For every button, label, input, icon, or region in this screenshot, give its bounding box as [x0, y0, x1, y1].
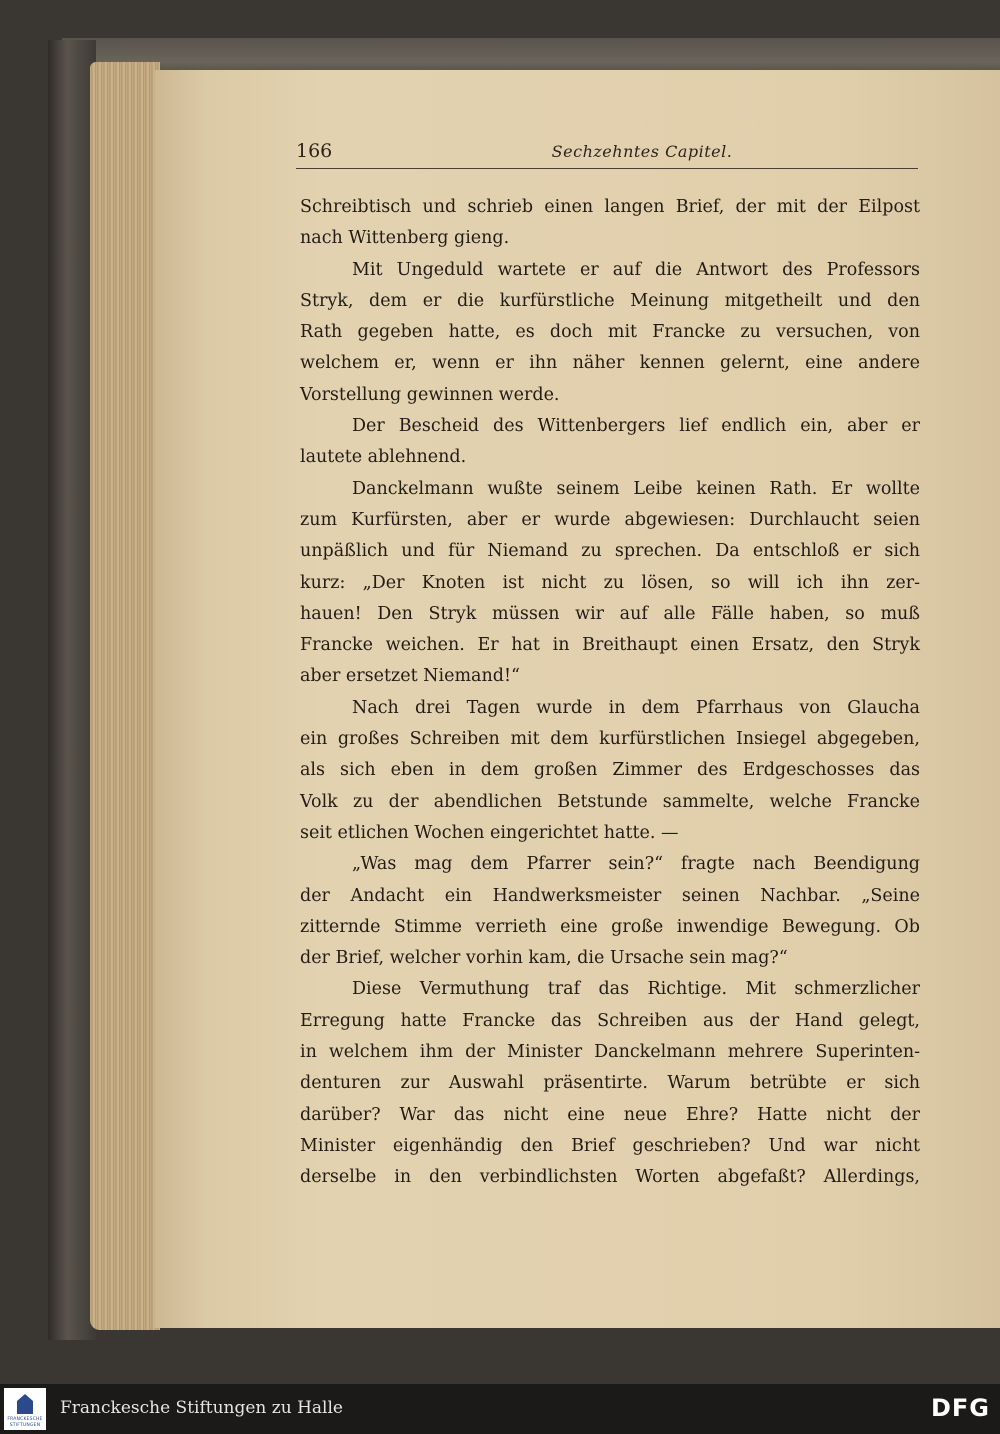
text-line: Der Bescheid des Wittenbergers lief endlich ein, aber er: [352, 416, 920, 437]
text-line: zitternde Stimme verrieth eine große inwendige Bewegung. Ob: [300, 916, 920, 937]
text-line: der Andacht ein Handwerksmeister seinen Nachbar. „Seine: [300, 885, 920, 906]
logo-text-line2: STIFTUNGEN: [9, 1423, 41, 1428]
text-line: „Was mag dem Pfarrer sein?“ fragte nach Beendigung: [352, 854, 920, 875]
text-line: hauen! Den Stryk müssen wir auf alle Fälle haben, so muß: [300, 603, 920, 624]
logo-text-line1: FRANCKESCHE: [7, 1417, 43, 1422]
text-line: nach Wittenberg gieng.: [300, 228, 510, 249]
text-line: derselbe in den verbindlichsten Worten abgefaßt? Allerdings,: [300, 1167, 920, 1188]
text-line: welchem er, wenn er ihn näher kennen gelernt, eine andere: [300, 353, 920, 374]
text-line: unpäßlich und für Niemand zu sprechen. Da entschloß er sich: [300, 541, 920, 562]
franckesche-stiftungen-logo[interactable]: [4, 1388, 46, 1430]
text-line: Volk zu der abendlichen Betstunde sammelte, welche Francke: [300, 791, 920, 812]
text-line: kurz: „Der Knoten ist nicht zu lösen, so will ich ihn zer-: [300, 572, 920, 593]
text-line: denturen zur Auswahl präsentirte. Warum betrübte er sich: [300, 1073, 920, 1094]
text-line: Erregung hatte Francke das Schreiben aus der Hand gelegt,: [300, 1010, 920, 1031]
page-edges: [90, 62, 160, 1330]
page-number: 166: [296, 140, 333, 162]
text-line: seit etlichen Wochen eingerichtet hatte. —: [300, 822, 679, 843]
text-line: als sich eben in dem großen Zimmer des Erdgeschosses das: [300, 760, 920, 781]
text-line: Stryk, dem er die kurfürstliche Meinung mitgetheilt und den: [300, 290, 920, 311]
text-line: Rath gegeben hatte, es doch mit Francke zu versuchen, von: [300, 322, 920, 343]
building-icon: [17, 1394, 33, 1414]
institution-name: Franckesche Stiftungen zu Halle: [60, 1398, 343, 1418]
text-line: aber ersetzet Niemand!“: [300, 666, 520, 687]
chapter-title: Sechzehntes Capitel.: [551, 142, 733, 161]
text-line: der Brief, welcher vorhin kam, die Ursache sein mag?“: [300, 948, 788, 969]
text-line: Minister eigenhändig den Brief geschrieben? Und war nicht: [300, 1135, 920, 1156]
text-line: ein großes Schreiben mit dem kurfürstlichen Insiegel abgegeben,: [300, 729, 920, 750]
text-line: Diese Vermuthung traf das Richtige. Mit schmerzlicher: [352, 979, 920, 1000]
dfg-logo[interactable]: DFG: [930, 1394, 990, 1422]
text-line: zum Kurfürsten, aber er wurde abgewiesen: Durchlaucht seien: [300, 509, 920, 530]
text-line: darüber? War das nicht eine neue Ehre? Hatte nicht der: [300, 1104, 920, 1125]
body-text: [300, 192, 920, 1194]
text-line: lautete ablehnend.: [300, 447, 467, 468]
text-line: in welchem ihm der Minister Danckelmann mehrere Superinten-: [300, 1042, 920, 1063]
running-head: [296, 138, 918, 169]
text-line: Danckelmann wußte seinem Leibe keinen Rath. Er wollte: [352, 478, 920, 499]
text-line: Francke weichen. Er hat in Breithaupt einen Ersatz, den Stryk: [300, 635, 920, 656]
text-line: Vorstellung gewinnen werde.: [300, 384, 560, 405]
text-line: Schreibtisch und schrieb einen langen Brief, der mit der Eilpost: [300, 197, 920, 217]
text-line: Mit Ungeduld wartete er auf die Antwort des Professors: [352, 259, 920, 280]
book-spine: [48, 40, 96, 1340]
footer-bar: [0, 1384, 1000, 1434]
text-line: Nach drei Tagen wurde in dem Pfarrhaus von Glaucha: [352, 697, 920, 718]
